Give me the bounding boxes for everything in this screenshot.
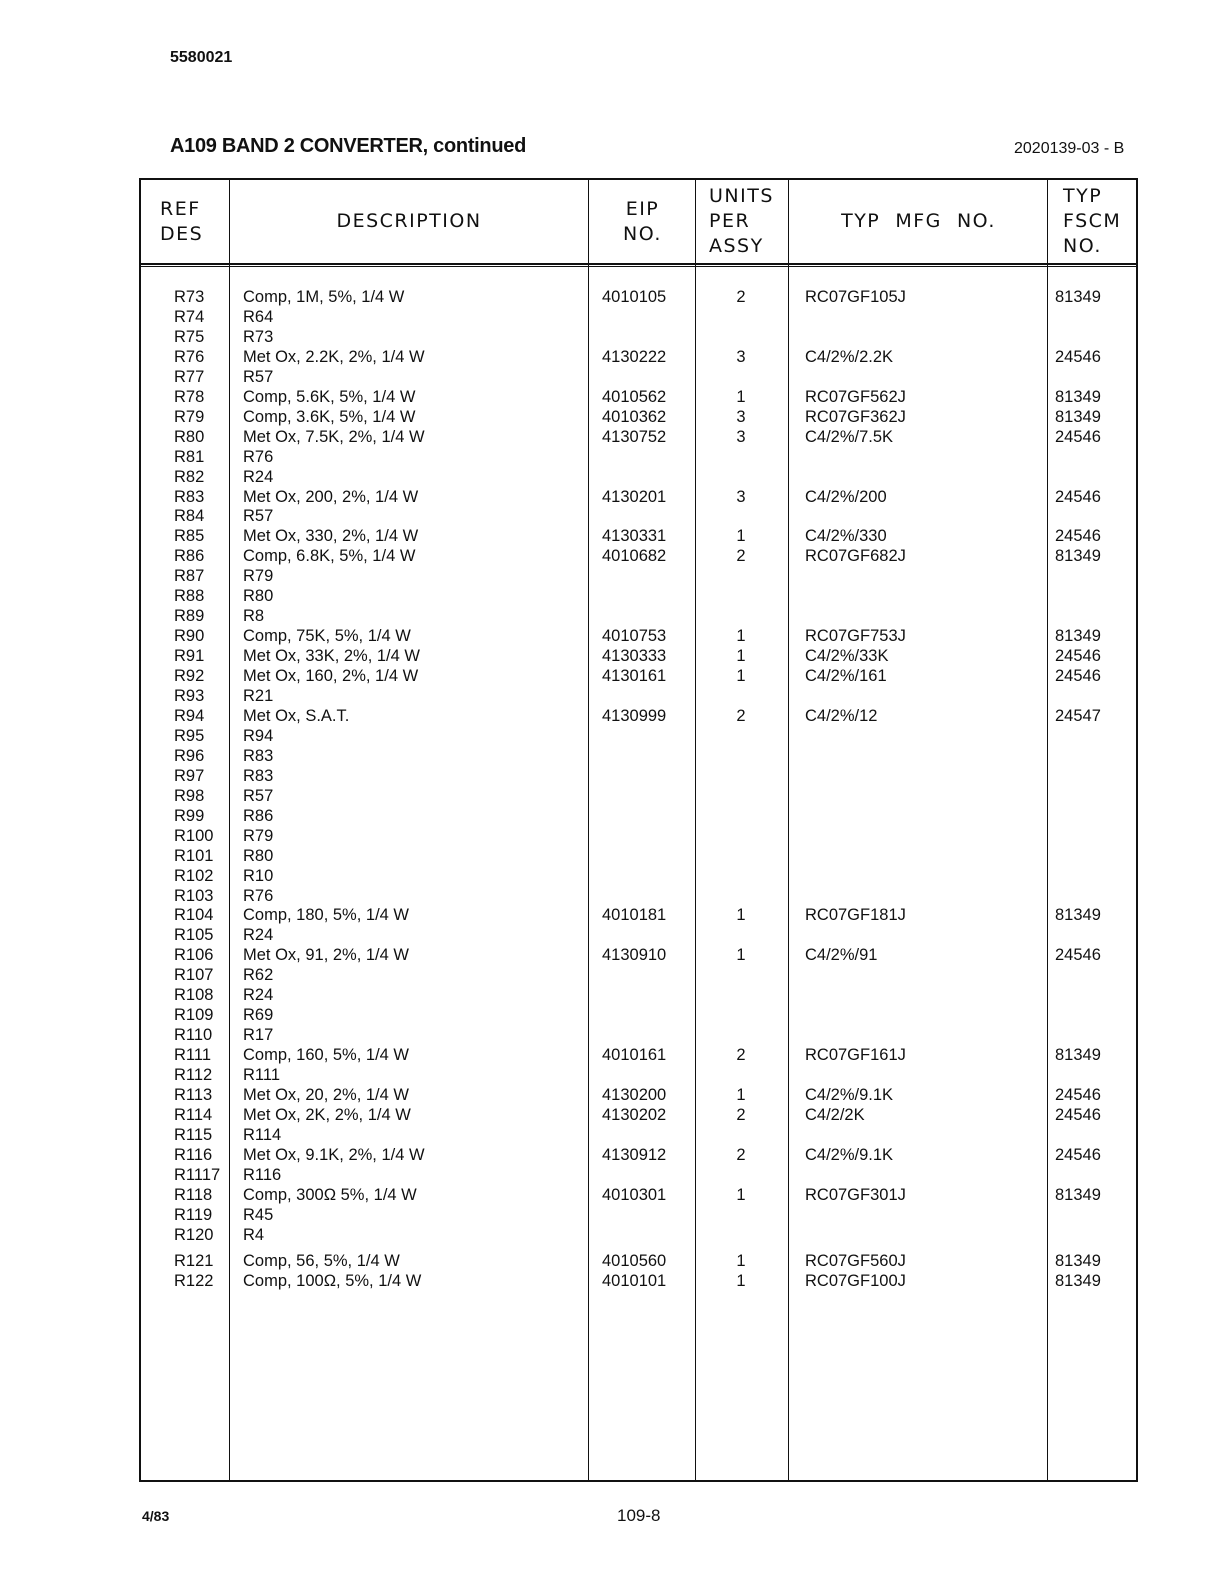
- table-row: [141, 1185, 1136, 1205]
- table-row: [141, 1085, 1136, 1105]
- cell-fscm: 24546: [1055, 347, 1101, 366]
- cell-ref: R75: [174, 327, 205, 346]
- table-row: [141, 287, 1136, 307]
- cell-ref: R73: [174, 288, 205, 306]
- cell-fscm: 24546: [1055, 487, 1101, 506]
- table-row: [141, 506, 1136, 526]
- table-row: [141, 985, 1136, 1005]
- cell-mfg: C4/2%/9.1K: [805, 1145, 894, 1164]
- table-row: [141, 427, 1136, 447]
- cell-units: 1: [736, 627, 746, 646]
- cell-desc: R17: [243, 1026, 274, 1045]
- table-row: [141, 586, 1136, 606]
- cell-eip: 4130999: [602, 706, 667, 725]
- cell-mfg: RC07GF753J: [805, 627, 906, 646]
- cell-fscm: 81349: [1055, 547, 1101, 566]
- cell-desc: R80: [243, 587, 274, 606]
- cell-ref: R118: [174, 1185, 213, 1204]
- table-row: [141, 347, 1136, 367]
- cell-ref: R89: [174, 607, 205, 626]
- table-row: [141, 526, 1136, 546]
- cell-ref: R87: [174, 567, 205, 586]
- cell-desc: Comp, 5.6K, 5%, 1/4 W: [243, 387, 416, 406]
- cell-ref: R90: [174, 627, 205, 646]
- cell-fscm: 24546: [1055, 527, 1101, 546]
- cell-fscm: 24547: [1055, 706, 1101, 725]
- cell-ref: R81: [174, 447, 205, 466]
- cell-desc: R57: [243, 507, 274, 526]
- cell-ref: R121: [174, 1251, 214, 1270]
- cell-desc: R8: [243, 607, 265, 626]
- cell-mfg: C4/2%/12: [805, 706, 878, 725]
- cell-mfg: RC07GF100J: [805, 1271, 906, 1290]
- cell-eip: 4010362: [602, 407, 667, 426]
- cell-desc: Met Ox, 20, 2%, 1/4 W: [243, 1086, 409, 1104]
- cell-eip: 4010682: [602, 547, 667, 566]
- cell-mfg: C4/2%/91: [805, 946, 878, 965]
- cell-units: 1: [736, 1271, 746, 1290]
- table-row: [141, 387, 1136, 407]
- cell-eip: 4130200: [602, 1086, 667, 1104]
- cell-units: 2: [736, 547, 746, 566]
- cell-desc: Comp, 56, 5%, 1/4 W: [243, 1251, 400, 1270]
- cell-mfg: C4/2%/7.5K: [805, 427, 894, 446]
- cell-desc: R24: [243, 926, 274, 945]
- cell-ref: R103: [174, 886, 214, 905]
- cell-ref: R107: [174, 966, 214, 985]
- cell-fscm: 81349: [1055, 1185, 1101, 1204]
- page-number: 109-8: [617, 1506, 661, 1525]
- cell-mfg: RC07GF560J: [805, 1251, 906, 1270]
- cell-eip: 4130201: [602, 487, 667, 506]
- table-row: [141, 467, 1136, 487]
- table-row: [141, 886, 1136, 906]
- table-row: [141, 1205, 1136, 1225]
- cell-desc: R24: [243, 986, 274, 1005]
- cell-fscm: 24546: [1055, 667, 1101, 686]
- cell-ref: R92: [174, 667, 205, 686]
- cell-desc: Met Ox, 33K, 2%, 1/4 W: [243, 647, 420, 666]
- header-typ-fscm-no: TYP FSCM NO.: [1063, 185, 1122, 257]
- header-ref-des: REF DES: [160, 197, 204, 245]
- cell-fscm: 24546: [1055, 427, 1101, 446]
- cell-desc: Comp, 300Ω 5%, 1/4 W: [243, 1185, 417, 1204]
- cell-mfg: RC07GF682J: [805, 547, 906, 566]
- cell-desc: R21: [243, 687, 274, 705]
- cell-mfg: C4/2%/33K: [805, 647, 889, 666]
- table-row: [141, 566, 1136, 586]
- table-row: [141, 447, 1136, 467]
- cell-ref: R104: [174, 906, 214, 925]
- cell-eip: 4130333: [602, 647, 667, 666]
- table-row: [141, 1025, 1136, 1045]
- table-row: [141, 646, 1136, 666]
- cell-ref: R86: [174, 547, 205, 566]
- cell-desc: Comp, 3.6K, 5%, 1/4 W: [243, 407, 416, 426]
- cell-ref: R114: [174, 1105, 213, 1124]
- cell-fscm: 24546: [1055, 946, 1101, 965]
- cell-fscm: 24546: [1055, 1105, 1101, 1124]
- cell-units: 1: [736, 1086, 746, 1104]
- cell-units: 2: [736, 1046, 746, 1065]
- cell-eip: 4010301: [602, 1185, 667, 1204]
- cell-desc: R73: [243, 327, 274, 346]
- cell-fscm: 81349: [1055, 387, 1101, 406]
- cell-units: 1: [736, 906, 746, 925]
- header-eip-no: EIP NO.: [623, 197, 662, 245]
- cell-desc: R69: [243, 1006, 274, 1025]
- cell-desc: R111: [243, 1066, 280, 1085]
- table-row: [141, 925, 1136, 945]
- table-row: [141, 606, 1136, 626]
- table-row: [141, 1125, 1136, 1145]
- cell-ref: R100: [174, 826, 214, 845]
- cell-eip: 4130752: [602, 427, 667, 446]
- cell-ref: R112: [174, 1066, 213, 1085]
- cell-ref: R111: [174, 1046, 211, 1065]
- cell-eip: 4130331: [602, 527, 667, 546]
- table-row: [141, 905, 1136, 925]
- table-row: [141, 666, 1136, 686]
- cell-ref: R79: [174, 407, 205, 426]
- table-row: [141, 746, 1136, 766]
- cell-ref: R77: [174, 367, 205, 386]
- cell-desc: R76: [243, 447, 274, 466]
- header-typ-mfg-no: TYP MFG NO.: [841, 210, 996, 232]
- cell-desc: Met Ox, 2K, 2%, 1/4 W: [243, 1105, 411, 1124]
- cell-ref: R113: [174, 1086, 213, 1104]
- cell-desc: R86: [243, 806, 274, 825]
- cell-ref: R83: [174, 487, 205, 506]
- cell-desc: Met Ox, 7.5K, 2%, 1/4 W: [243, 427, 425, 446]
- table-row: [141, 1145, 1136, 1165]
- cell-mfg: RC07GF181J: [805, 906, 906, 925]
- cell-units: 1: [736, 647, 746, 666]
- cell-units: 2: [736, 1145, 746, 1164]
- cell-desc: Met Ox, 160, 2%, 1/4 W: [243, 667, 419, 686]
- table-row: [141, 626, 1136, 646]
- cell-ref: R97: [174, 766, 205, 785]
- cell-units: 2: [736, 706, 746, 725]
- cell-eip: 4130910: [602, 946, 667, 965]
- cell-desc: Met Ox, S.A.T.: [243, 706, 350, 725]
- cell-desc: Comp, 100Ω, 5%, 1/4 W: [243, 1271, 422, 1290]
- cell-desc: R116: [243, 1165, 282, 1184]
- cell-units: 1: [736, 1185, 746, 1204]
- table-row: [141, 367, 1136, 387]
- table-row: [141, 766, 1136, 786]
- cell-units: 3: [736, 487, 746, 506]
- cell-ref: R115: [174, 1125, 213, 1144]
- cell-desc: R4: [243, 1225, 265, 1244]
- cell-mfg: C4/2%/330: [805, 527, 887, 546]
- cell-eip: 4010753: [602, 627, 667, 646]
- header-units-per-assy: UNITS PER ASSY: [709, 185, 774, 257]
- header-rule: [141, 263, 1136, 265]
- cell-desc: R114: [243, 1125, 282, 1144]
- cell-ref: R101: [174, 846, 214, 865]
- page-title: A109 BAND 2 CONVERTER, continued: [170, 135, 527, 157]
- cell-eip: 4130222: [602, 347, 667, 366]
- cell-mfg: C4/2%/2.2K: [805, 347, 894, 366]
- cell-mfg: RC07GF362J: [805, 407, 906, 426]
- footer-date: 4/83: [142, 1508, 170, 1524]
- cell-ref: R94: [174, 706, 205, 725]
- cell-desc: Met Ox, 2.2K, 2%, 1/4 W: [243, 347, 425, 366]
- cell-desc: R83: [243, 766, 274, 785]
- cell-ref: R119: [174, 1205, 213, 1224]
- cell-desc: R57: [243, 367, 274, 386]
- cell-desc: R64: [243, 307, 274, 326]
- table-row: [141, 806, 1136, 826]
- table-row: [141, 1225, 1136, 1245]
- cell-fscm: 81349: [1055, 627, 1101, 646]
- cell-desc: R57: [243, 786, 274, 805]
- cell-ref: R78: [174, 387, 205, 406]
- cell-desc: R83: [243, 746, 274, 765]
- cell-mfg: C4/2/2K: [805, 1105, 865, 1124]
- table-row: [141, 307, 1136, 327]
- table-row: [141, 726, 1136, 746]
- cell-ref: R120: [174, 1225, 214, 1244]
- table-row: [141, 487, 1136, 507]
- cell-units: 1: [736, 527, 746, 546]
- table-row: [141, 846, 1136, 866]
- cell-desc: Comp, 180, 5%, 1/4 W: [243, 906, 409, 925]
- cell-ref: R82: [174, 467, 205, 486]
- cell-desc: Comp, 160, 5%, 1/4 W: [243, 1046, 409, 1065]
- table-row: [141, 945, 1136, 965]
- cell-ref: R105: [174, 926, 214, 945]
- cell-ref: R110: [174, 1026, 213, 1045]
- cell-desc: R79: [243, 826, 274, 845]
- cell-ref: R85: [174, 527, 205, 546]
- cell-ref: R102: [174, 866, 214, 885]
- cell-eip: 4130912: [602, 1145, 667, 1164]
- cell-eip: 4010161: [602, 1046, 667, 1065]
- cell-ref: R91: [174, 647, 205, 666]
- table-row: [141, 1005, 1136, 1025]
- cell-ref: R95: [174, 726, 205, 745]
- cell-eip: 4010181: [602, 906, 667, 925]
- table-row: [141, 546, 1136, 566]
- cell-eip: 4010101: [602, 1271, 667, 1290]
- cell-units: 1: [736, 1251, 746, 1270]
- table-row: [141, 826, 1136, 846]
- cell-ref: R1117: [174, 1165, 221, 1184]
- cell-desc: Met Ox, 91, 2%, 1/4 W: [243, 946, 409, 965]
- cell-ref: R98: [174, 786, 205, 805]
- cell-fscm: 24546: [1055, 1145, 1101, 1164]
- table-row: [141, 1045, 1136, 1065]
- cell-fscm: 81349: [1055, 407, 1101, 426]
- cell-desc: R62: [243, 966, 274, 985]
- cell-ref: R109: [174, 1006, 214, 1025]
- cell-ref: R122: [174, 1271, 214, 1290]
- cell-mfg: RC07GF301J: [805, 1185, 906, 1204]
- cell-desc: Met Ox, 330, 2%, 1/4 W: [243, 527, 419, 546]
- cell-units: 1: [736, 946, 746, 965]
- cell-eip: 4130161: [602, 667, 667, 686]
- cell-desc: R10: [243, 866, 274, 885]
- cell-fscm: 81349: [1055, 906, 1101, 925]
- header-rule: [141, 266, 1136, 267]
- cell-desc: Comp, 1M, 5%, 1/4 W: [243, 288, 405, 306]
- cell-fscm: 24546: [1055, 647, 1101, 666]
- cell-eip: 4010562: [602, 387, 667, 406]
- cell-ref: R88: [174, 587, 205, 606]
- cell-desc: R79: [243, 567, 274, 586]
- cell-ref: R108: [174, 986, 214, 1005]
- cell-units: 2: [736, 288, 746, 306]
- cell-eip: 4010560: [602, 1251, 667, 1270]
- table-row: [141, 866, 1136, 886]
- cell-desc: R24: [243, 467, 274, 486]
- cell-desc: R45: [243, 1205, 274, 1224]
- cell-fscm: 81349: [1055, 288, 1101, 306]
- cell-ref: R96: [174, 746, 205, 765]
- cell-units: 3: [736, 407, 746, 426]
- cell-mfg: C4/2%/9.1K: [805, 1086, 894, 1104]
- cell-eip: 4130202: [602, 1105, 667, 1124]
- cell-mfg: RC07GF562J: [805, 387, 906, 406]
- table-row: [141, 1251, 1136, 1271]
- cell-desc: R76: [243, 886, 274, 905]
- table-row: [141, 786, 1136, 806]
- table-row: [141, 965, 1136, 985]
- drawing-number: 2020139-03 - B: [1014, 140, 1125, 157]
- cell-mfg: C4/2%/200: [805, 487, 887, 506]
- cell-eip: 4010105: [602, 288, 667, 306]
- table-row: [141, 686, 1136, 706]
- cell-units: 3: [736, 427, 746, 446]
- table-row: [141, 1271, 1136, 1291]
- cell-ref: R80: [174, 427, 205, 446]
- cell-ref: R99: [174, 806, 205, 825]
- cell-fscm: 81349: [1055, 1271, 1101, 1290]
- cell-desc: Met Ox, 200, 2%, 1/4 W: [243, 487, 419, 506]
- cell-ref: R76: [174, 347, 205, 366]
- table-row: [141, 1065, 1136, 1085]
- doc-number: 5580021: [170, 49, 233, 66]
- cell-ref: R93: [174, 687, 205, 705]
- cell-units: 1: [736, 667, 746, 686]
- cell-mfg: RC07GF161J: [805, 1046, 906, 1065]
- cell-desc: R94: [243, 726, 274, 745]
- cell-ref: R84: [174, 507, 205, 526]
- cell-units: 2: [736, 1105, 746, 1124]
- cell-mfg: RC07GF105J: [805, 288, 906, 306]
- cell-units: 1: [736, 387, 746, 406]
- table-row: [141, 327, 1136, 347]
- cell-desc: Comp, 6.8K, 5%, 1/4 W: [243, 547, 416, 566]
- cell-desc: Comp, 75K, 5%, 1/4 W: [243, 627, 411, 646]
- header-description: DESCRIPTION: [336, 210, 482, 232]
- cell-mfg: C4/2%/161: [805, 667, 887, 686]
- cell-desc: Met Ox, 9.1K, 2%, 1/4 W: [243, 1145, 425, 1164]
- cell-fscm: 24546: [1055, 1086, 1101, 1104]
- table-row: [141, 407, 1136, 427]
- table-row: [141, 1105, 1136, 1125]
- cell-ref: R116: [174, 1145, 213, 1164]
- table-row: [141, 1165, 1136, 1185]
- cell-ref: R106: [174, 946, 214, 965]
- cell-fscm: 81349: [1055, 1046, 1101, 1065]
- cell-ref: R74: [174, 307, 205, 326]
- cell-units: 3: [736, 347, 746, 366]
- cell-desc: R80: [243, 846, 274, 865]
- cell-fscm: 81349: [1055, 1251, 1101, 1270]
- table-row: [141, 706, 1136, 726]
- parts-table: [139, 178, 1138, 1482]
